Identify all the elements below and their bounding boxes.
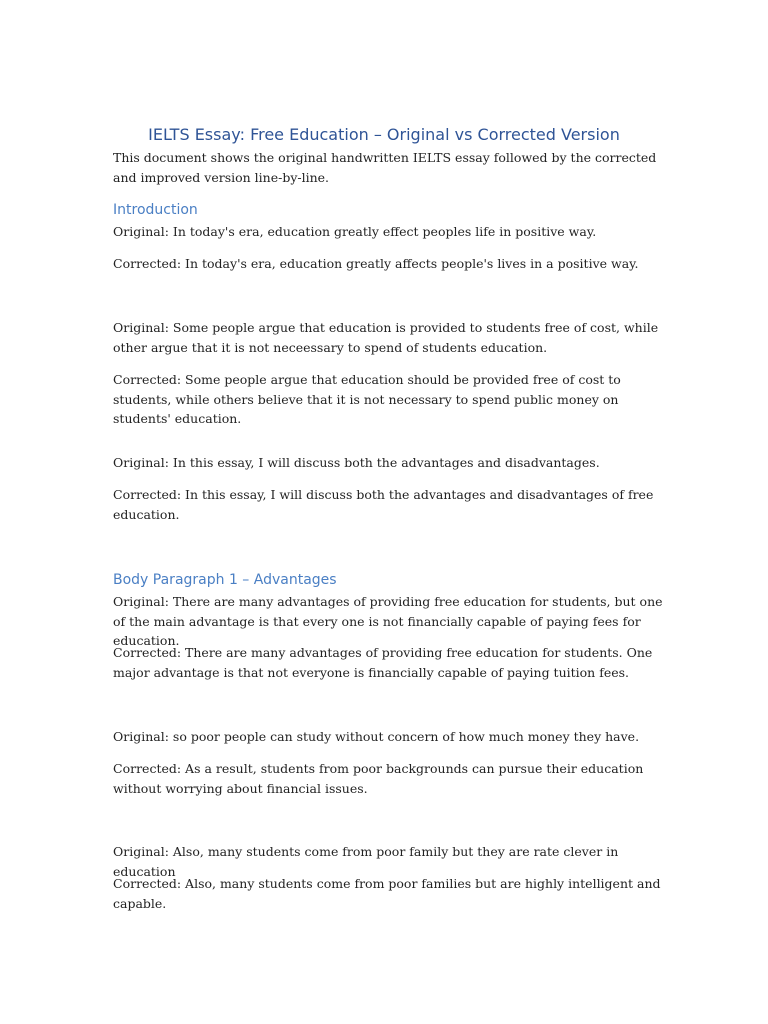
original-sentence: Original: Some people argue that education is provided to students free of cost, while other argue that it is not neceessary to spend of students education. [113, 320, 659, 355]
original-sentence: Original: In today's era, education greatly effect peoples life in positive way. [113, 224, 597, 239]
corrected-sentence: Corrected: In this essay, I will discuss both the advantages and disadvantages of free education. [113, 487, 654, 522]
original-sentence: Original: so poor people can study without concern of how much money they have. [113, 729, 640, 744]
original-sentence: Original: Also, many students come from poor family but they are rate clever in education [113, 844, 619, 879]
document-intro: This document shows the original handwritten IELTS essay followed by the corrected and improved version line-by-line. [113, 150, 657, 185]
corrected-sentence: Corrected: Also, many students come from poor families but are highly intelligent and capable. [113, 876, 661, 911]
corrected-sentence: Corrected: In today's era, education greatly affects people's lives in a positive way. [113, 256, 639, 271]
corrected-sentence: Corrected: As a result, students from poor backgrounds can pursue their education without worrying about financial issues. [113, 761, 644, 796]
original-sentence: Original: In this essay, I will discuss both the advantages and disadvantages. [113, 455, 600, 470]
section-heading-body-paragraph-1: Body Paragraph 1 – Advantages [113, 572, 337, 588]
section-heading-introduction: Introduction [113, 202, 198, 218]
corrected-sentence: Corrected: Some people argue that education should be provided free of cost to students, while others believe that it is not necessary to spend public money on students' education. [113, 372, 621, 426]
document-title: IELTS Essay: Free Education – Original vs Corrected Version [148, 125, 620, 144]
original-sentence: Original: There are many advantages of providing free education for students, but one of the main advantage is that every one is not financially capable of paying fees for education. [113, 594, 663, 648]
corrected-sentence: Corrected: There are many advantages of providing free education for students. One major advantage is that not everyone is financially capable of paying tuition fees. [113, 645, 653, 680]
